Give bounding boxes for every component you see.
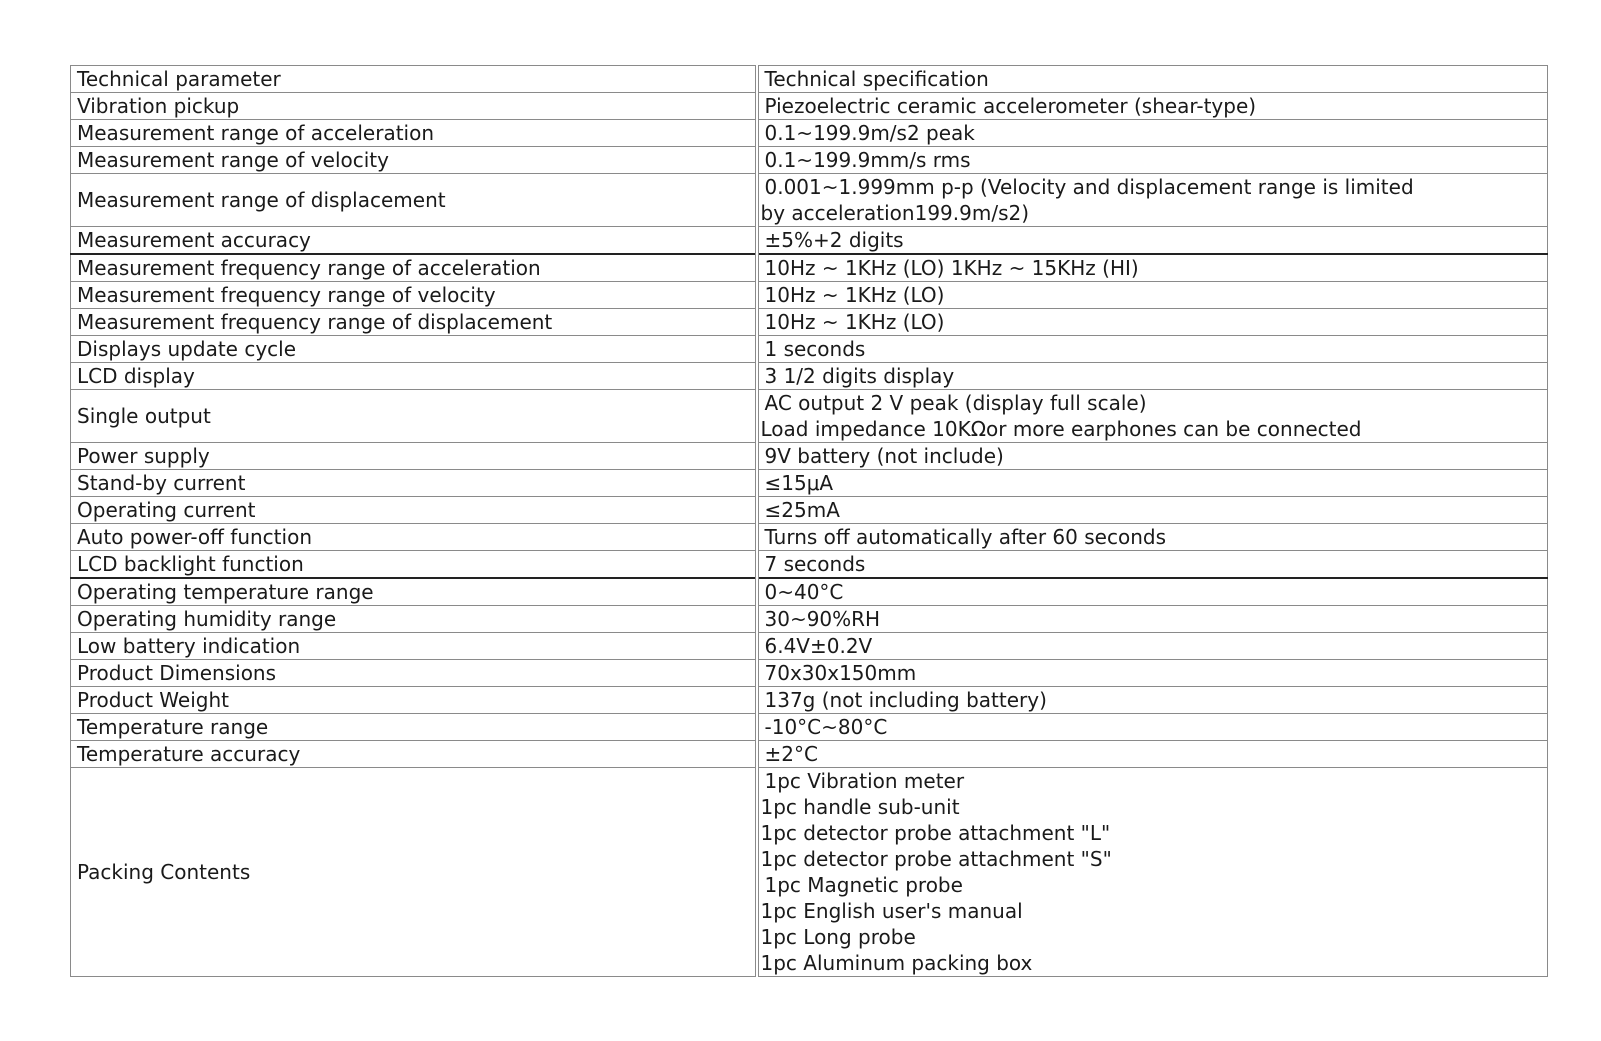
header-parameter: Technical parameter (71, 66, 757, 93)
specification-line: 1pc Aluminum packing box (760, 951, 1033, 975)
table-row (71, 768, 1548, 977)
specification-line: 70x30x150mm (764, 661, 917, 685)
table-row (71, 174, 1548, 227)
specification-line: 1 seconds (764, 337, 866, 361)
specification-line: ≤25mA (764, 498, 840, 522)
specification-line: 1pc English user's manual (760, 899, 1023, 923)
specification-line: 137g (not including battery) (764, 688, 1047, 712)
specification-cell (757, 497, 1548, 524)
table-header-row (71, 66, 1548, 93)
table-row (71, 524, 1548, 551)
specification-cell (757, 551, 1548, 579)
parameter-cell: LCD backlight function (71, 551, 757, 579)
parameter-cell: Product Weight (71, 687, 757, 714)
table-row (71, 578, 1548, 606)
table-row (71, 443, 1548, 470)
specification-line: 3 1/2 digits display (764, 364, 955, 388)
specification-line: 1pc Vibration meter (764, 769, 965, 793)
specification-cell (757, 606, 1548, 633)
specification-line: 1pc detector probe attachment "L" (760, 821, 1111, 845)
specification-cell (757, 282, 1548, 309)
table-row (71, 147, 1548, 174)
parameter-cell: Measurement frequency range of acceleration (71, 254, 757, 282)
table-row (71, 363, 1548, 390)
specification-cell (757, 633, 1548, 660)
specification-cell (757, 687, 1548, 714)
specification-line: 7 seconds (764, 552, 866, 576)
specification-line: by acceleration199.9m/s2) (760, 201, 1030, 225)
specification-cell (757, 120, 1548, 147)
specification-cell (757, 363, 1548, 390)
table-row (71, 687, 1548, 714)
parameter-cell: Packing Contents (71, 768, 757, 977)
specification-line: Load impedance 10KΩor more earphones can be connected (760, 417, 1362, 441)
specification-cell (757, 309, 1548, 336)
parameter-cell: Operating temperature range (71, 578, 757, 606)
specification-cell (757, 227, 1548, 255)
specification-line: 0.1~199.9mm/s rms (764, 148, 971, 172)
specification-line: 0.001~1.999mm p-p (Velocity and displacement range is limited (764, 175, 1414, 199)
table-row (71, 551, 1548, 579)
table-row (71, 390, 1548, 443)
spec-table (70, 65, 1548, 977)
specification-line: Piezoelectric ceramic accelerometer (shear-type) (764, 94, 1257, 118)
table-row (71, 660, 1548, 687)
parameter-cell: Temperature range (71, 714, 757, 741)
table-row (71, 254, 1548, 282)
table-row (71, 309, 1548, 336)
table-row (71, 633, 1548, 660)
specification-cell (757, 336, 1548, 363)
parameter-cell: Measurement range of displacement (71, 174, 757, 227)
specification-line: 10Hz ~ 1KHz (LO) (764, 283, 945, 307)
parameter-cell: Displays update cycle (71, 336, 757, 363)
specification-cell (757, 174, 1548, 227)
spec-table-body (71, 66, 1548, 977)
specification-line: 10Hz ~ 1KHz (LO) 1KHz ~ 15KHz (HI) (764, 256, 1139, 280)
parameter-cell: Single output (71, 390, 757, 443)
specification-line: 6.4V±0.2V (764, 634, 873, 658)
specification-line: ±2°C (764, 742, 818, 766)
table-row (71, 336, 1548, 363)
specification-cell (757, 768, 1548, 977)
table-row (71, 497, 1548, 524)
table-row (71, 120, 1548, 147)
parameter-cell: Operating humidity range (71, 606, 757, 633)
specification-line: ±5%+2 digits (764, 228, 904, 252)
specification-cell (757, 524, 1548, 551)
parameter-cell: Vibration pickup (71, 93, 757, 120)
specification-cell (757, 578, 1548, 606)
specification-cell (757, 660, 1548, 687)
specification-line: 1pc detector probe attachment "S" (760, 847, 1112, 871)
specification-line: 1pc Magnetic probe (764, 873, 963, 897)
specification-line: AC output 2 V peak (display full scale) (764, 391, 1147, 415)
table-row (71, 714, 1548, 741)
parameter-cell: Measurement frequency range of velocity (71, 282, 757, 309)
parameter-cell: Product Dimensions (71, 660, 757, 687)
specification-line: 0~40°C (764, 580, 844, 604)
table-row (71, 93, 1548, 120)
parameter-cell: Measurement accuracy (71, 227, 757, 255)
parameter-cell: Measurement frequency range of displacement (71, 309, 757, 336)
specification-cell (757, 714, 1548, 741)
specification-line: -10°C~80°C (764, 715, 888, 739)
specification-line: 9V battery (not include) (764, 444, 1004, 468)
parameter-cell: Measurement range of acceleration (71, 120, 757, 147)
specification-line: 10Hz ~ 1KHz (LO) (764, 310, 945, 334)
table-row (71, 227, 1548, 255)
parameter-cell: Operating current (71, 497, 757, 524)
specification-cell (757, 390, 1548, 443)
specification-line: ≤15μA (764, 471, 834, 495)
specification-line: 30~90%RH (764, 607, 881, 631)
specification-line: Turns off automatically after 60 seconds (764, 525, 1166, 549)
header-specification: Technical specification (757, 66, 1548, 93)
table-row (71, 606, 1548, 633)
parameter-cell: Power supply (71, 443, 757, 470)
specification-line: 0.1~199.9m/s2 peak (764, 121, 975, 145)
specification-cell (757, 470, 1548, 497)
specification-line: 1pc handle sub-unit (760, 795, 960, 819)
parameter-cell: Stand-by current (71, 470, 757, 497)
parameter-cell: Temperature accuracy (71, 741, 757, 768)
specification-cell (757, 741, 1548, 768)
parameter-cell: Measurement range of velocity (71, 147, 757, 174)
table-row (71, 741, 1548, 768)
table-row (71, 282, 1548, 309)
specification-cell (757, 443, 1548, 470)
table-row (71, 470, 1548, 497)
specification-cell (757, 147, 1548, 174)
parameter-cell: Low battery indication (71, 633, 757, 660)
specification-line: 1pc Long probe (760, 925, 916, 949)
specification-cell (757, 93, 1548, 120)
specification-cell (757, 254, 1548, 282)
parameter-cell: Auto power-off function (71, 524, 757, 551)
parameter-cell: LCD display (71, 363, 757, 390)
